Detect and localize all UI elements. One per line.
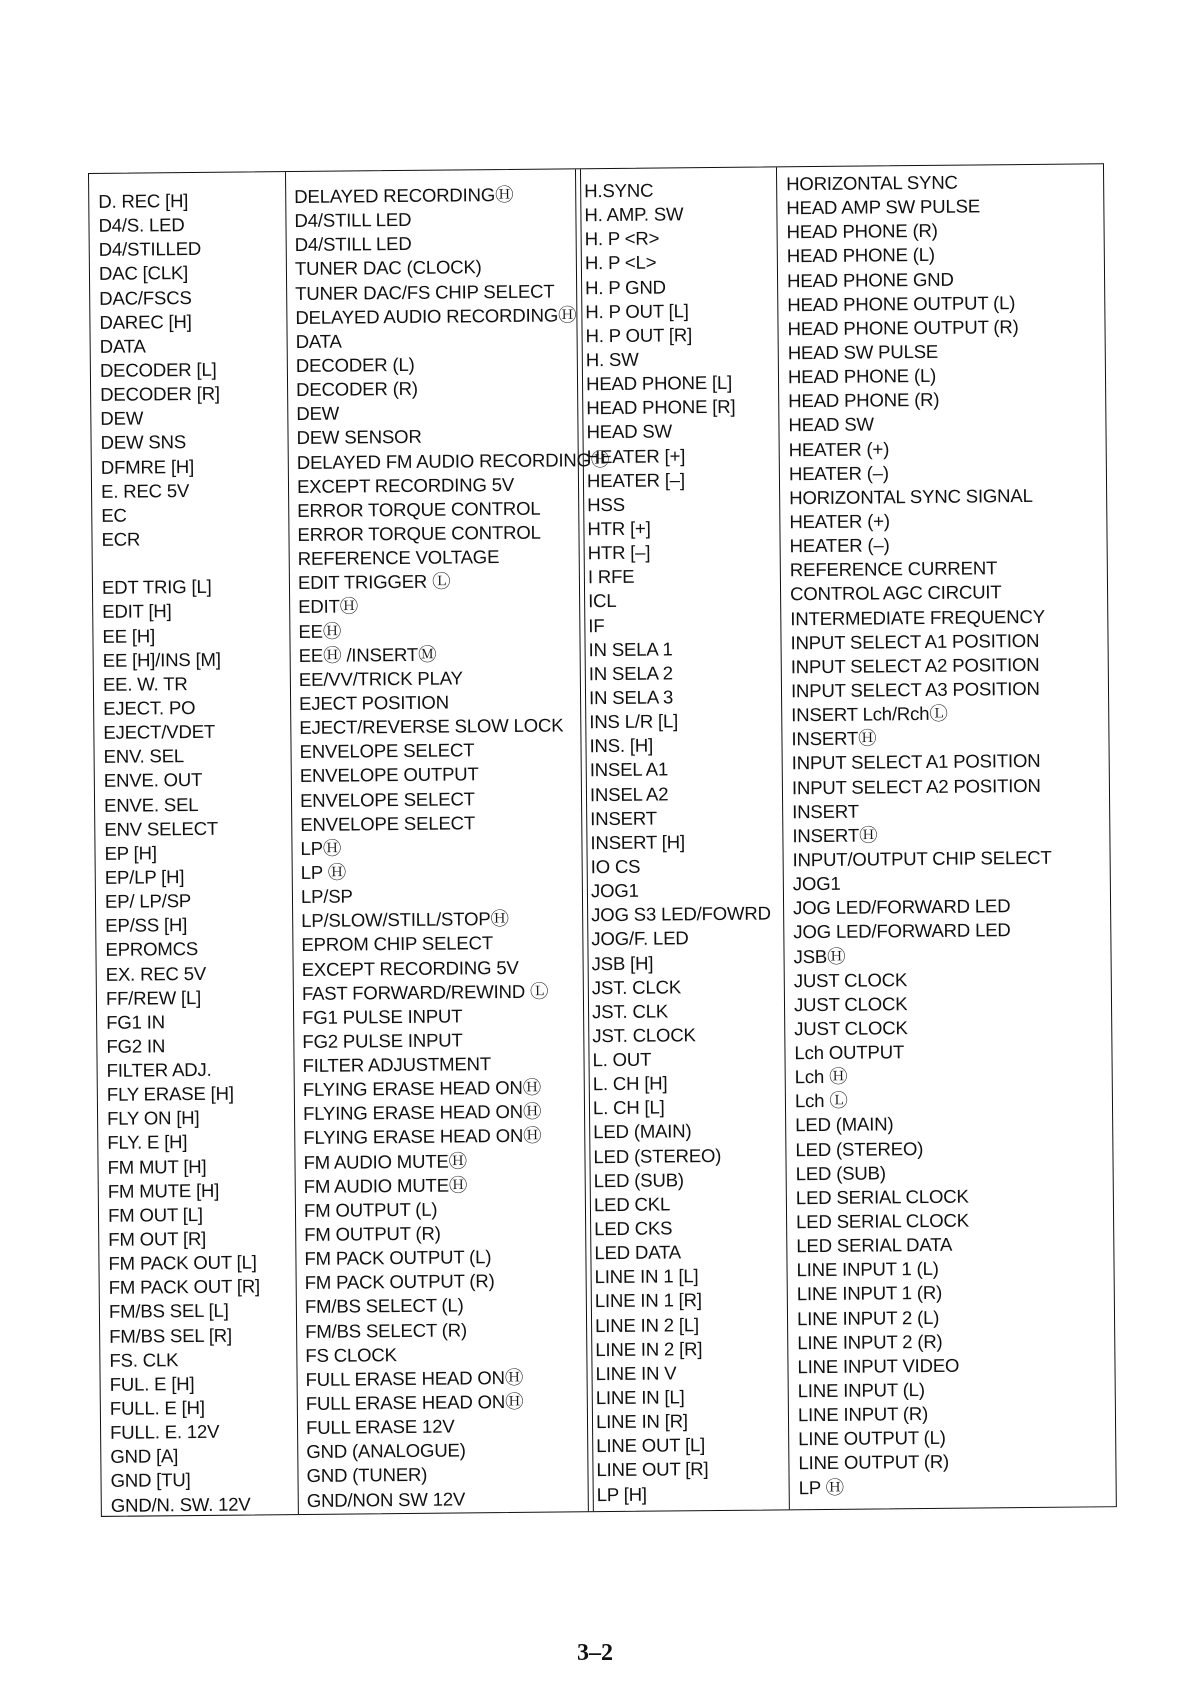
table-row: FULL ERASE 12V <box>305 1415 455 1439</box>
table-row: FLY ON [H] <box>106 1107 200 1130</box>
table-row: LINE INPUT 1 (L) <box>796 1258 939 1281</box>
table-row: INPUT SELECT A3 POSITION <box>790 677 1040 702</box>
signal-name-table <box>88 163 1117 1517</box>
table-row: GND [TU] <box>110 1469 191 1492</box>
table-row: ECR <box>101 528 141 550</box>
table-row: LINE INPUT 2 (L) <box>796 1306 940 1329</box>
table-row: INSERT <box>792 800 859 822</box>
table-row: LED (SUB) <box>795 1162 886 1185</box>
table-row: FG2 IN <box>106 1035 166 1057</box>
table-row: EE [H]/INS [M] <box>102 648 221 671</box>
table-row: LINE IN V <box>595 1362 677 1385</box>
table-row: JST. CLOCK <box>592 1024 696 1047</box>
table-row: HEAD AMP SW PULSE <box>786 195 981 219</box>
table-row: H. SW <box>585 348 639 371</box>
table-row: H.SYNC <box>584 179 654 202</box>
description-column-2 <box>777 164 1116 1509</box>
table-row: FG1 PULSE INPUT <box>302 1005 463 1028</box>
table-row: REFERENCE VOLTAGE <box>297 546 500 570</box>
table-row: FAST FORWARD/REWIND Ⓛ <box>301 980 549 1004</box>
table-row: TUNER DAC (CLOCK) <box>294 256 482 280</box>
table-row: EE. W. TR <box>102 672 188 695</box>
table-row: DATA <box>99 335 146 357</box>
table-row: LED (MAIN) <box>795 1113 894 1136</box>
table-row: LED DATA <box>594 1241 682 1264</box>
table-row: DELAYED FM AUDIO RECORDINGⒽ <box>296 448 610 473</box>
table-row: ERROR TORQUE CONTROL <box>297 497 541 521</box>
table-row: INSERT Lch/RchⓁ <box>791 702 948 726</box>
table-row: ENVELOPE OUTPUT <box>299 763 479 787</box>
table-row: FLYING ERASE HEAD ONⒽ <box>303 1125 542 1149</box>
table-row: EP/ LP/SP <box>104 890 192 912</box>
table-row: HEAD PHONE OUTPUT (L) <box>787 291 1016 315</box>
table-row: FM OUT [L] <box>107 1203 203 1226</box>
table-row: LINE IN 2 [L] <box>594 1313 700 1336</box>
table-row: D4/STILL LED <box>294 209 412 232</box>
table-row: DECODER [R] <box>100 382 220 406</box>
table-row: DEW <box>296 402 340 425</box>
table-row: LED CKS <box>594 1217 673 1240</box>
table-row: JOG S3 LED/FOWRD <box>591 902 771 926</box>
table-row: EEⒽ <box>298 620 342 642</box>
table-row: FM PACK OUT [L] <box>108 1251 257 1275</box>
table-row: INSERT [H] <box>590 831 685 854</box>
table-row: FLY. E [H] <box>107 1131 188 1154</box>
table-row: LP [H] <box>596 1483 647 1505</box>
table-row: REFERENCE CURRENT <box>789 557 998 581</box>
table-row: FUL. E [H] <box>109 1372 195 1395</box>
table-row: EDIT TRIGGER Ⓛ <box>297 570 451 594</box>
table-row: H. P GND <box>585 276 666 298</box>
table-row: HEAD PHONE (L) <box>787 364 937 388</box>
table-row: EXCEPT RECORDING 5V <box>296 473 515 497</box>
table-row: EDITⒽ <box>298 595 359 618</box>
table-row: JUST CLOCK <box>794 1017 908 1040</box>
table-row: DELAYED AUDIO RECORDINGⒽ <box>295 304 577 328</box>
table-row: LED SERIAL DATA <box>796 1233 953 1257</box>
table-row: HEAD PHONE (R) <box>788 389 940 412</box>
table-row: HEATER (–) <box>788 462 889 484</box>
table-row: D. REC [H] <box>98 190 189 212</box>
table-row: GND/NON SW 12V <box>306 1488 466 1511</box>
table-row: LP/SLOW/STILL/STOPⒽ <box>301 908 509 932</box>
table-row: Lch Ⓗ <box>794 1065 848 1088</box>
table-row: DFMRE [H] <box>100 455 195 478</box>
table-row: DECODER (R) <box>295 377 418 401</box>
table-row: LED (STEREO) <box>593 1144 722 1167</box>
table-row: D4/STILL LED <box>294 233 412 256</box>
table-row: EC <box>101 504 127 526</box>
table-row: ICL <box>588 590 617 612</box>
table-row: HORIZONTAL SYNC <box>786 171 958 195</box>
table-row: I RFE <box>587 566 635 588</box>
table-row: JOG1 <box>590 879 639 902</box>
table-row: HEAD PHONE GND <box>786 268 954 291</box>
table-row: FULL. E [H] <box>109 1396 205 1419</box>
table-row: EXCEPT RECORDING 5V <box>301 956 519 980</box>
table-row: FILTER ADJUSTMENT <box>302 1053 492 1077</box>
table-row: DEW SENSOR <box>296 426 422 449</box>
table-row: EDT TRIG [L] <box>101 576 212 599</box>
table-row: Lch Ⓛ <box>794 1090 848 1112</box>
table-row: LINE INPUT (R) <box>797 1403 929 1426</box>
table-row: DECODER [L] <box>99 358 217 381</box>
table-row: FLY ERASE [H] <box>106 1082 234 1106</box>
table-row: JST. CLK <box>591 1000 669 1022</box>
table-row: FG2 PULSE INPUT <box>302 1029 463 1052</box>
table-row: EJECT/REVERSE SLOW LOCK <box>299 714 564 739</box>
table-row: IF <box>588 614 605 636</box>
table-row: FM/BS SELECT (L) <box>304 1294 464 1318</box>
table-row: GND (ANALOGUE) <box>306 1439 466 1463</box>
table-row: IO CS <box>590 855 641 878</box>
table-row: FM PACK OUTPUT (L) <box>304 1246 492 1270</box>
table-row: INSEL A2 <box>589 782 669 805</box>
table-row: DELAYED RECORDINGⒽ <box>294 183 514 208</box>
table-row: FM OUTPUT (L) <box>303 1198 438 1221</box>
table-row: LINE OUT [L] <box>596 1434 706 1457</box>
table-row: INPUT SELECT A2 POSITION <box>791 774 1041 798</box>
table-row: FILTER ADJ. <box>106 1058 212 1081</box>
table-row <box>102 550 289 576</box>
table-row: LINE OUTPUT (R) <box>798 1451 950 1474</box>
table-row: FS. CLK <box>109 1348 179 1371</box>
table-row: D4/S. LED <box>98 214 185 237</box>
table-row: DAC [CLK] <box>98 262 189 285</box>
table-row: INPUT SELECT A1 POSITION <box>790 629 1040 653</box>
table-row: HEATER (+) <box>788 437 890 460</box>
table-row: ENVELOPE SELECT <box>300 811 476 835</box>
table-row: FLYING ERASE HEAD ONⒽ <box>302 1101 542 1125</box>
table-row: H. P OUT [L] <box>585 299 689 322</box>
table-row: EE [H] <box>102 624 156 647</box>
table-row: JOG LED/FORWARD LED <box>792 895 1011 919</box>
table-row: FM AUDIO MUTEⒽ <box>303 1174 468 1197</box>
table-row: INSERT <box>590 807 657 829</box>
table-row: LINE INPUT 2 (R) <box>797 1330 943 1353</box>
table-row: EP/LP [H] <box>104 866 185 888</box>
table-row: HTR [–] <box>587 541 651 564</box>
table-row: LINE INPUT VIDEO <box>797 1354 960 1378</box>
table-row: EJECT. PO <box>103 696 196 719</box>
table-row: HSS <box>587 493 625 516</box>
table-row: LINE IN 1 [L] <box>594 1265 699 1288</box>
table-row: LINE IN 1 [R] <box>594 1289 702 1312</box>
table-row: L. OUT <box>592 1048 652 1071</box>
table-row: GND (TUNER) <box>306 1464 428 1487</box>
table-row: JSB [H] <box>591 952 654 974</box>
table-row: ENVE. SEL <box>103 793 199 816</box>
table-row: DAREC [H] <box>99 310 192 333</box>
table-row: FM PACK OUT [R] <box>108 1275 261 1299</box>
table-row: HEAD SW <box>788 413 874 436</box>
table-row: H. P <R> <box>584 227 660 250</box>
table-row: ENVELOPE SELECT <box>299 787 475 811</box>
table-row: FF/REW [L] <box>105 986 202 1009</box>
table-row: EPROM CHIP SELECT <box>301 932 494 956</box>
table-row: INTERMEDIATE FREQUENCY <box>790 605 1045 629</box>
table-row: LP Ⓗ <box>798 1476 845 1498</box>
table-row: LED (SUB) <box>593 1169 684 1191</box>
table-row: H. P OUT [R] <box>585 324 693 347</box>
table-row: FM OUT [R] <box>108 1227 207 1250</box>
table-row: HEATER [+] <box>586 444 686 467</box>
table-row: FM/BS SELECT (R) <box>305 1319 467 1342</box>
table-row: H. P <L> <box>584 251 657 274</box>
table-row: EX. REC 5V <box>105 962 207 985</box>
table-row: HORIZONTAL SYNC SIGNAL <box>789 484 1033 509</box>
table-row: Lch OUTPUT <box>794 1041 905 1064</box>
table-row: HEAD PHONE (L) <box>786 244 935 267</box>
table-row: HEAD SW PULSE <box>787 340 939 364</box>
table-row: FLYING ERASE HEAD ONⒽ <box>302 1076 542 1101</box>
table-row: HEAD PHONE OUTPUT (R) <box>787 315 1019 340</box>
table-row: DECODER (L) <box>295 353 415 376</box>
table-row: FS CLOCK <box>305 1343 397 1366</box>
table-row: EE/VV/TRICK PLAY <box>298 667 463 690</box>
table-row: JOG1 <box>792 872 841 895</box>
table-row: FG1 IN <box>106 1011 165 1033</box>
table-row: LINE IN 2 [R] <box>595 1337 703 1360</box>
table-row: JUST CLOCK <box>793 968 908 991</box>
table-row: FM AUDIO MUTEⒽ <box>303 1150 468 1173</box>
table-row: HEAD PHONE [L] <box>585 371 733 395</box>
table-row: EJECT/VDET <box>103 720 216 743</box>
table-row: LP Ⓗ <box>300 861 347 883</box>
table-row: EJECT POSITION <box>299 691 449 714</box>
table-row: ENV SELECT <box>104 817 219 840</box>
table-row: IN SELA 1 <box>588 638 673 660</box>
page-number: 3–2 <box>577 1640 613 1666</box>
table-row: JOG/F. LED <box>591 927 689 950</box>
abbreviation-list-1 <box>89 188 298 1518</box>
table-row: INSERTⒽ <box>792 824 878 847</box>
table-row: FM MUT [H] <box>107 1155 207 1178</box>
table-row: LED (MAIN) <box>593 1120 692 1143</box>
table-row: HEATER (+) <box>789 510 890 533</box>
table-row: INS L/R [L] <box>589 710 679 733</box>
description-list-2 <box>777 169 1116 1500</box>
table-row: IN SELA 2 <box>588 662 673 685</box>
table-row: E. REC 5V <box>100 479 190 502</box>
table-row: FM PACK OUTPUT (R) <box>304 1270 495 1294</box>
table-row: FM MUTE [H] <box>107 1179 220 1202</box>
table-row: LINE INPUT 1 (R) <box>796 1282 943 1305</box>
table-row: LINE INPUT (L) <box>797 1379 925 1402</box>
table-row: LED SERIAL CLOCK <box>795 1209 970 1233</box>
table-row: ENVELOPE SELECT <box>299 739 475 763</box>
table-row: DAC/FSCS <box>99 286 192 309</box>
table-row: JST. CLCK <box>591 975 682 998</box>
table-row: FM/BS SEL [L] <box>108 1300 229 1323</box>
table-row: EP/SS [H] <box>105 914 188 937</box>
table-row: ENVE. OUT <box>103 769 203 792</box>
table-row: LED (STEREO) <box>795 1137 924 1160</box>
table-row: LINE IN [R] <box>595 1410 688 1433</box>
table-row: LINE IN [L] <box>595 1386 685 1409</box>
table-row: L. CH [L] <box>592 1096 665 1119</box>
table-row: LED SERIAL CLOCK <box>795 1185 969 1209</box>
table-row: LINE OUTPUT (L) <box>798 1427 946 1450</box>
table-row: HEATER (–) <box>789 534 890 557</box>
table-row: L. CH [H] <box>592 1072 668 1095</box>
table-row: LPⒽ <box>300 837 342 859</box>
table-row: FM/BS SEL [R] <box>109 1324 233 1347</box>
table-row: DATA <box>295 330 342 352</box>
table-row: INPUT/OUTPUT CHIP SELECT <box>792 846 1052 871</box>
table-row: FM OUTPUT (R) <box>304 1222 441 1246</box>
table-row: ERROR TORQUE CONTROL <box>297 521 541 545</box>
table-row: CONTROL AGC CIRCUIT <box>789 581 1002 605</box>
table-row: JSBⒽ <box>793 945 846 967</box>
table-row: GND [A] <box>110 1445 179 1468</box>
table-row: D4/STILLED <box>98 238 202 261</box>
table-row: HEAD PHONE [R] <box>586 396 736 419</box>
table-row: GND/N. SW. 12V <box>110 1493 251 1516</box>
table-row: HTR [+] <box>587 517 651 540</box>
table-row: JOG LED/FORWARD LED <box>793 919 1011 943</box>
table-row: HEATER [–] <box>586 468 685 491</box>
table-row: DEW <box>100 407 144 430</box>
table-row: INSEL A1 <box>589 758 669 781</box>
table-row: EPROMCS <box>105 938 199 961</box>
table-row: LINE OUT [R] <box>596 1458 709 1481</box>
abbreviation-column-2 <box>581 167 790 1511</box>
table-row: ENV. SEL <box>103 745 185 768</box>
table-row: FULL ERASE HEAD ONⒽ <box>305 1390 524 1414</box>
table-row: HEAD PHONE (R) <box>786 220 938 243</box>
table-row: INPUT SELECT A1 POSITION <box>791 750 1041 774</box>
table-row: FULL. E. 12V <box>109 1420 220 1444</box>
table-row: INSERTⒽ <box>791 727 877 750</box>
table-row: LP/SP <box>300 885 353 908</box>
table-row: JUST CLOCK <box>793 992 908 1016</box>
table-row: IN SELA 3 <box>588 686 674 709</box>
table-row: FULL ERASE HEAD ONⒽ <box>305 1366 524 1390</box>
abbreviation-list-2 <box>581 177 789 1507</box>
table-row: HEAD SW <box>586 420 672 443</box>
table-row: EEⒽ /INSERTⓂ <box>298 643 437 666</box>
table-row: EDIT [H] <box>102 600 172 623</box>
table-row: TUNER DAC/FS CHIP SELECT <box>295 280 555 304</box>
abbreviation-column-1 <box>89 172 299 1516</box>
table-row: INS. [H] <box>589 734 654 757</box>
table-row: INPUT SELECT A2 POSITION <box>790 653 1040 678</box>
table-row: LED CKL <box>593 1193 671 1216</box>
table-row: EP [H] <box>104 842 157 864</box>
table-row: DEW SNS <box>100 431 187 454</box>
table-row: H. AMP. SW <box>584 203 684 226</box>
